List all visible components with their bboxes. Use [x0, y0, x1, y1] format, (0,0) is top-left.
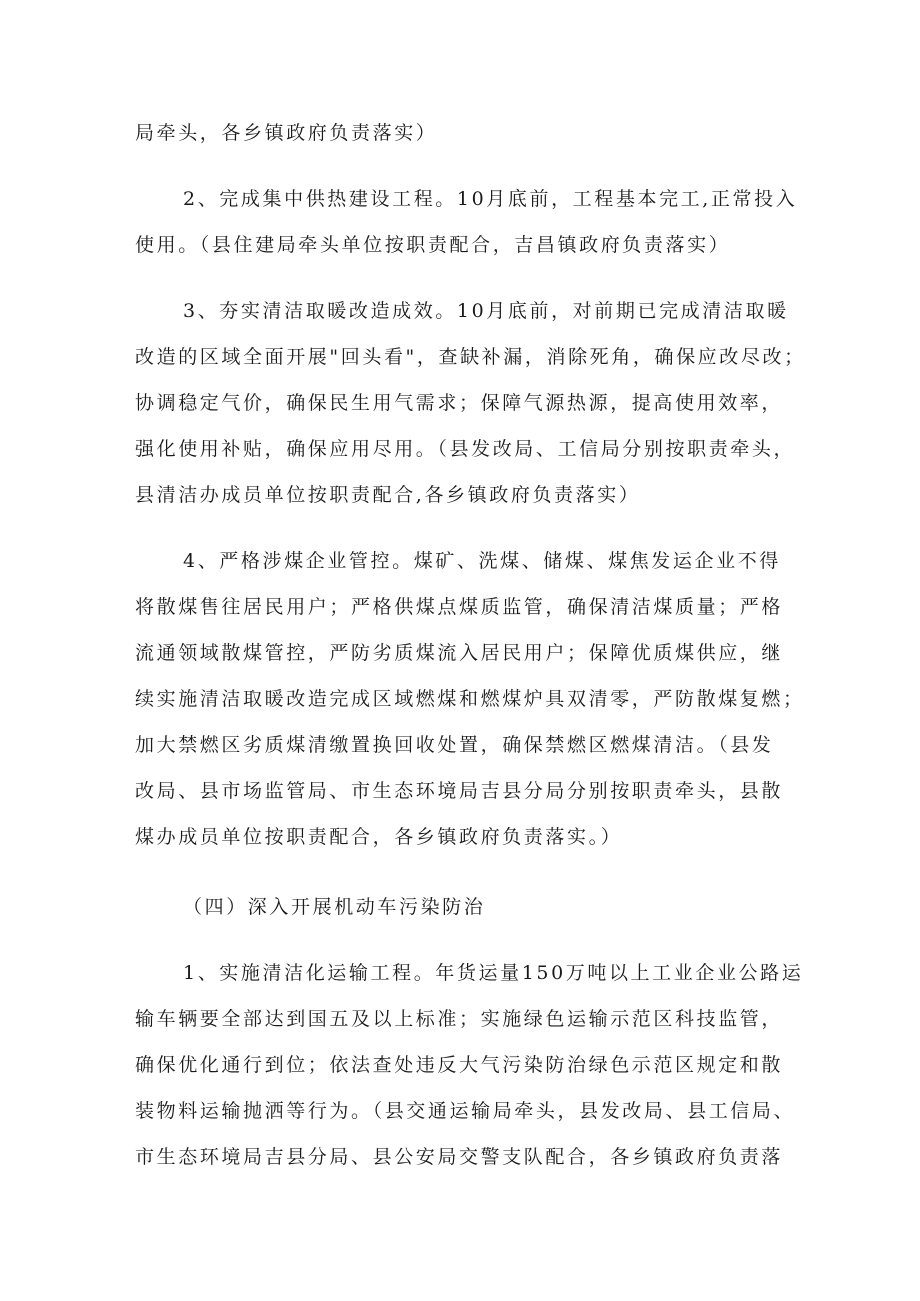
- item-3-line-5: 县清洁办成员单位按职责配合,各乡镇政府负责落实）: [135, 484, 641, 506]
- item-3-line-3: 协调稳定气价，确保民生用气需求；保障气源热源，提高使用效率，: [135, 392, 784, 414]
- item-4-line-5: 加大禁燃区劣质煤清缴置换回收处置，确保禁燃区燃煤清洁。（县发: [135, 734, 774, 756]
- item-1-line-1: 1、实施清洁化运输工程。年货运量150万吨以上工业企业公路运: [183, 962, 804, 984]
- item-4-line-7: 煤办成员单位按职责配合，各乡镇政府负责落实。）: [135, 826, 623, 848]
- item-4-line-2: 将散煤售往居民用户；严格供煤点煤质监管，确保清洁煤质量；严格: [135, 596, 784, 618]
- item-2-line-2: 使用。（县住建局牵头单位按职责配合，吉昌镇政府负责落实）: [135, 234, 731, 256]
- item-4-line-4: 续实施清洁取暖改造完成区域燃煤和燃煤炉具双清零，严防散煤复燃；: [135, 688, 805, 710]
- item-3-line-1: 3、夯实清洁取暖改造成效。10月底前，对前期已完成清洁取暖: [183, 300, 789, 322]
- item-1-line-3: 确保优化通行到位；依法查处违反大气污染防治绿色示范区规定和散: [135, 1054, 784, 1076]
- item-1-line-4: 装物料运输抛洒等行为。（县交通运输局牵头，县发改局、县工信局、: [135, 1100, 796, 1122]
- item-3-line-4: 强化使用补贴，确保应用尽用。（县发改局、工信局分别按职责牵头，: [135, 438, 796, 460]
- item-1-line-2: 输车辆要全部达到国五及以上标准；实施绿色运输示范区科技监管，: [135, 1008, 784, 1030]
- item-4-line-6: 改局、县市场监管局、市生态环境局吉县分局分别按职责牵头，县散: [135, 780, 784, 802]
- item-3-line-2: 改造的区域全面开展"回头看"，查缺补漏，消除死角，确保应改尽改；: [135, 346, 806, 368]
- item-4-line-3: 流通领域散煤管控，严防劣质煤流入居民用户；保障优质煤供应，继: [135, 642, 784, 664]
- item-1-line-5: 市生态环境局吉县分局、县公安局交警支队配合，各乡镇政府负责落: [135, 1146, 784, 1168]
- section-heading-four: （四）深入开展机动车污染防治: [183, 896, 486, 918]
- item-4-line-1: 4、严格涉煤企业管控。煤矿、洗煤、储煤、煤焦发运企业不得: [183, 550, 781, 572]
- text-line-1: 局牵头，各乡镇政府负责落实）: [135, 122, 438, 144]
- item-2-line-1: 2、完成集中供热建设工程。10月底前，工程基本完工,正常投入: [183, 188, 798, 210]
